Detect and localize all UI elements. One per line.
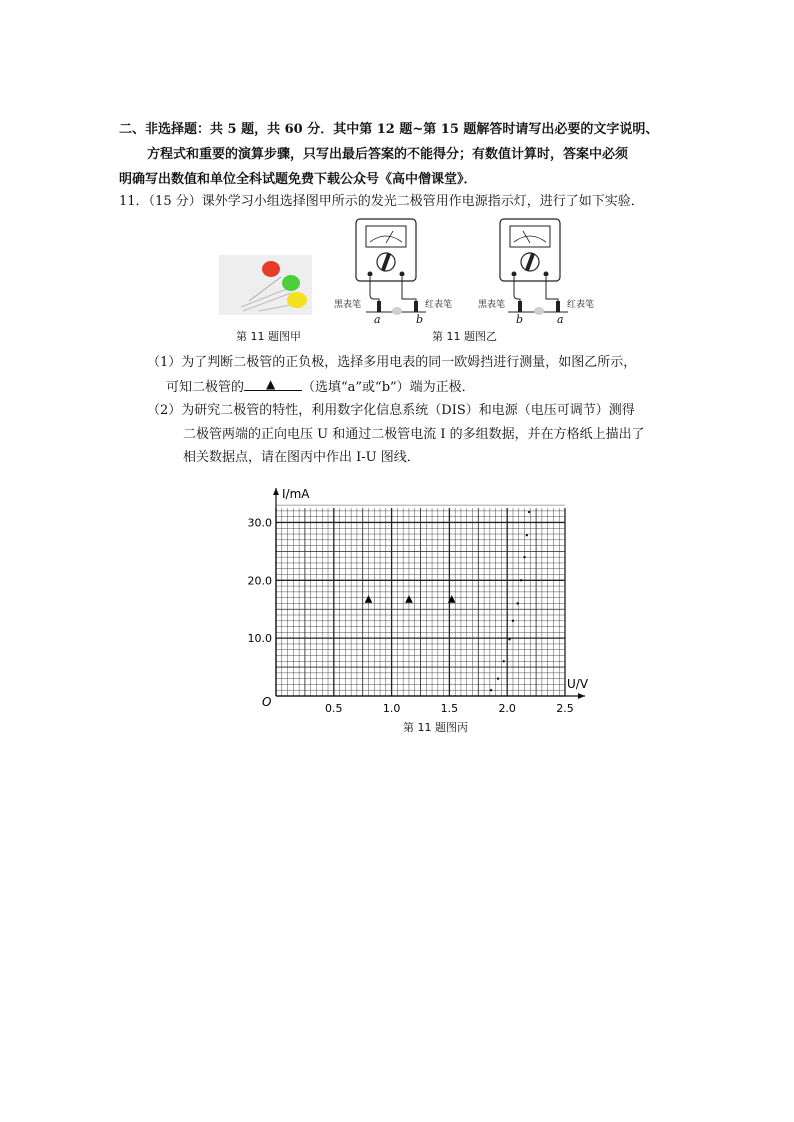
meter1-end-b: b <box>416 313 424 326</box>
y-tick-label: 30.0 <box>247 516 272 530</box>
meter1-red-probe-label: 红表笔 <box>425 300 453 310</box>
x-axis-arrow-icon <box>578 693 585 699</box>
yellow-led-icon <box>287 292 307 308</box>
x-tick-label: 1.5 <box>440 702 459 715</box>
y-axis-arrow-icon <box>273 488 279 495</box>
x-tick-label: 2.5 <box>556 702 574 715</box>
figure-bing-caption: 第 11 题图丙 <box>403 721 468 734</box>
data-point <box>516 602 518 604</box>
x-axis-label: U/V <box>567 677 589 691</box>
graph-marks <box>365 511 531 692</box>
led-photo <box>219 255 312 315</box>
q1-line-2-prefix: 可知二极管的 <box>166 380 245 395</box>
y-tick-label: 20.0 <box>247 574 272 588</box>
data-point <box>520 579 522 581</box>
figure-jia-caption: 第 11 题图甲 <box>236 330 301 343</box>
y-axis-label: I/mA <box>282 487 310 501</box>
data-point <box>512 620 514 622</box>
data-point <box>503 660 505 662</box>
meter1-end-a: a <box>374 313 381 326</box>
section-heading-line-2: 方程式和重要的演算步骤，只写出最后答案的不能得分；有数值计算时，答案中必须 <box>147 147 629 162</box>
data-point <box>508 638 510 640</box>
origin-label: O <box>262 695 272 709</box>
graph-grid <box>276 505 565 696</box>
data-point <box>528 511 530 513</box>
data-point <box>526 534 528 536</box>
y-tick-label: 10.0 <box>247 632 272 646</box>
q1-line-2 <box>166 378 475 397</box>
q1-answer-blank <box>244 378 302 391</box>
data-point <box>523 556 525 558</box>
q1-blank-marker: ▲ <box>266 377 276 391</box>
x-tick-label: 1.0 <box>382 702 401 715</box>
meter2-red-probe-label: 红表笔 <box>567 300 595 310</box>
triangle-marker: ▲ <box>447 593 456 605</box>
data-point <box>490 689 492 691</box>
red-led-icon <box>262 261 280 277</box>
meter2-black-probe-label: 黑表笔 <box>478 300 506 310</box>
meter2-end-a: a <box>557 313 564 326</box>
iu-graph <box>230 470 610 720</box>
q1-line-2-suffix: （选填“a”或“b”）端为正极． <box>302 380 475 395</box>
led-photo-drawing <box>219 255 312 315</box>
triangle-marker: ▲ <box>405 593 413 605</box>
section-heading-line-3: 明确写出数值和单位全科试题免费下载公众号《高中僧课堂》． <box>119 172 477 187</box>
meter1-black-probe-label: 黑表笔 <box>334 300 362 310</box>
data-point <box>497 677 499 679</box>
q1-line-1: （1）为了判断二极管的正负极，选择多用电表的同一欧姆挡进行测量，如图乙所示， <box>147 355 637 370</box>
x-tick-label: 2.0 <box>498 702 516 715</box>
q2-line-3: 相关数据点，请在图丙中作出 I-U 图线． <box>183 450 420 465</box>
green-led-icon <box>282 275 300 291</box>
q2-line-2: 二极管两端的正向电压 U 和通过二极管电流 I 的多组数据，并在方格纸上描出了 <box>183 427 645 442</box>
figure-yi-caption: 第 11 题图乙 <box>432 330 497 343</box>
graph-axes <box>248 487 589 715</box>
question-header: 11．（15 分）课外学习小组选择图甲所示的发光二极管用作电源指示灯，进行了如下实验． <box>119 194 644 209</box>
triangle-marker: ▲ <box>364 593 373 605</box>
meter2-end-b: b <box>516 313 524 326</box>
multimeter-2 <box>500 219 568 315</box>
multimeter-1 <box>356 219 426 315</box>
q2-line-1: （2）为研究二极管的特性，利用数字化信息系统（DIS）和电源（电压可调节）测得 <box>147 403 635 418</box>
x-tick-label: 0.5 <box>325 702 343 715</box>
section-heading-line-1: 二、非选择题：共 5 题，共 60 分．其中第 12 题~第 15 题解答时请写出必要的文字说明、 <box>119 122 659 137</box>
